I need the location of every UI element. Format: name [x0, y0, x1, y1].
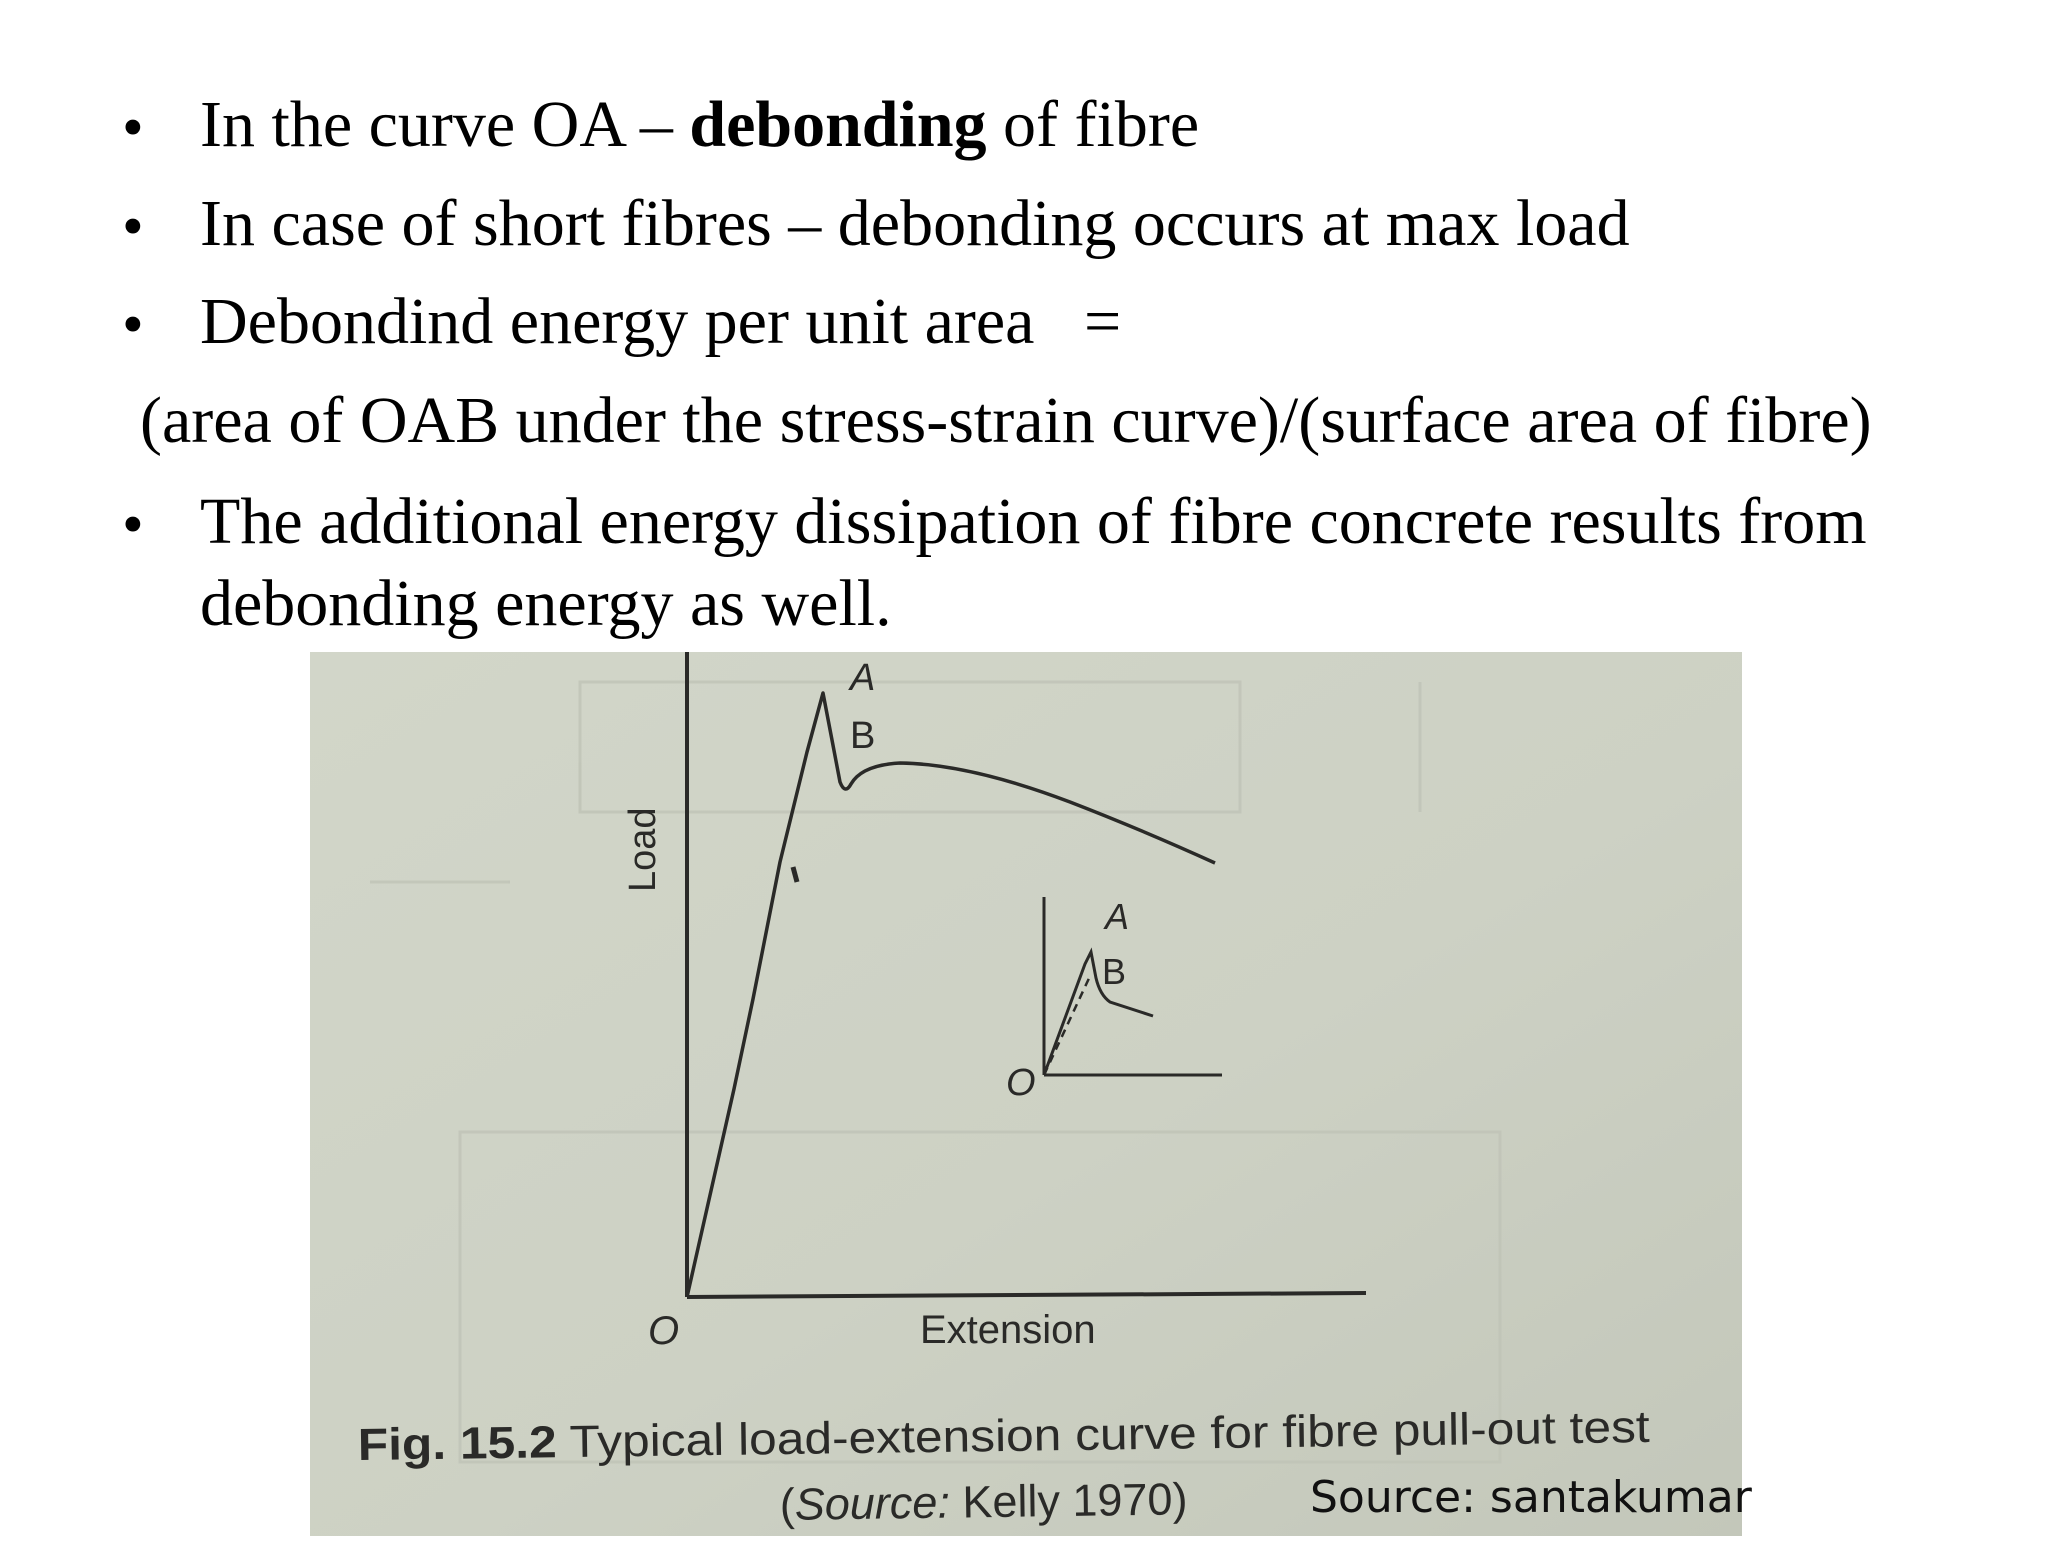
bullet-marker: •	[122, 94, 144, 162]
bullet-1-after: of fibre	[986, 88, 1200, 161]
bullet-marker: •	[122, 193, 144, 261]
bullet-1	[200, 88, 1200, 161]
point-a-label: A	[850, 657, 876, 699]
figure-source	[779, 1473, 1187, 1530]
source-label: Source:	[794, 1476, 951, 1530]
origin-label: O	[648, 1309, 680, 1353]
x-axis-label: Extension	[920, 1308, 1096, 1352]
bullet-marker: •	[122, 291, 144, 359]
bullet-1-before: In the curve OA –	[200, 88, 690, 161]
inset-point-a-label: A	[1105, 896, 1130, 937]
source-citation: Kelly 1970)	[949, 1473, 1188, 1528]
y-axis-label: Load	[622, 807, 664, 892]
bullet-3: Debondind energy per unit area =	[200, 285, 1122, 358]
bullet-4-line-1: The additional energy dissipation of fibre concrete results from	[200, 485, 1867, 558]
inset-origin-label: O	[1006, 1062, 1036, 1104]
figure-photo	[310, 652, 1742, 1536]
caption-text: Typical load-extension curve for fibre pull-out test	[556, 1402, 1547, 1468]
image-credit: Source: santakumar	[1310, 1472, 1752, 1523]
load-extension-figure	[310, 652, 1742, 1536]
source-open-paren: (	[779, 1478, 796, 1530]
bullet-2: In case of short fibres – debonding occurs at max load	[200, 187, 1630, 260]
inset-point-b-label: B	[1102, 951, 1127, 992]
point-b-label: B	[850, 715, 876, 757]
bullet-4-line-2: debonding energy as well.	[200, 567, 892, 640]
bullet-1-bold: debonding	[689, 88, 987, 161]
caption-fig-number: Fig. 15.2	[357, 1416, 539, 1470]
bullet-marker: •	[122, 491, 144, 559]
formula-line: (area of OAB under the stress-strain curve)/(surface area of fibre)	[140, 384, 1872, 457]
